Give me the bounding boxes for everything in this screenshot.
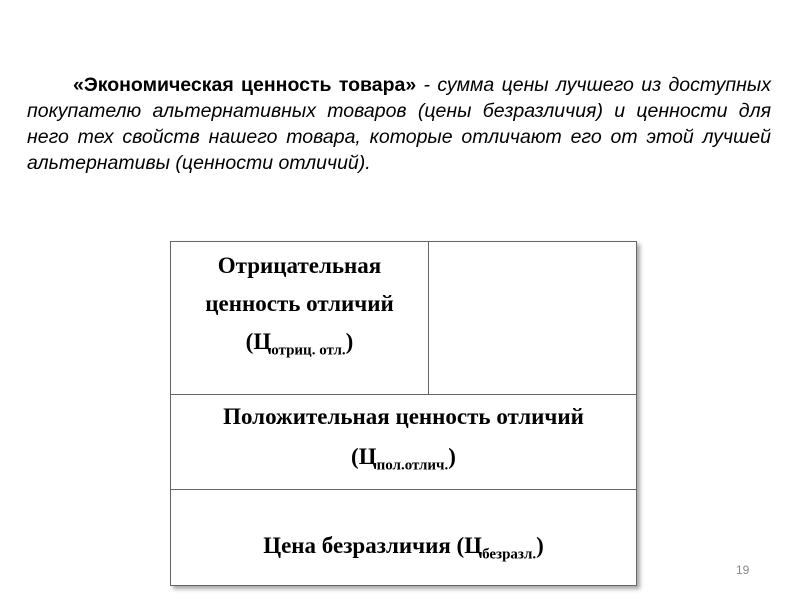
positive-value-label: Положительная ценность отличий (Ц: [223, 404, 584, 469]
positive-value-subscript: пол.отлич.: [376, 457, 449, 474]
negative-value-cell: [171, 242, 429, 394]
indifference-price-subscript: безразл.: [482, 546, 537, 563]
page-number: 19: [736, 563, 750, 577]
value-table: [170, 241, 637, 586]
table-row-indifference: [171, 490, 636, 585]
positive-value-close: ): [448, 444, 456, 469]
definition-paragraph: [27, 72, 771, 176]
term-title: «Экономическая ценность товара»: [73, 74, 417, 96]
negative-value-label: Отрицательная ценность отличий (Ц: [205, 253, 394, 354]
indifference-price-close: ): [536, 533, 544, 558]
indifference-price-label: Цена безразличия (Ц: [263, 533, 483, 558]
table-row-negative: [171, 242, 636, 395]
negative-value-close: ): [345, 329, 354, 354]
empty-cell: [429, 242, 636, 394]
negative-value-subscript: отриц. отл.: [271, 342, 346, 359]
table-row-positive: [171, 395, 636, 490]
definition-text: - сумма цены лучшего из доступных покупателю альтернативных товаров (цены безразличия) и ценности для него тех свойств нашего товара, которые отличают его от этой лучшей альтернативы (ценности отличий).: [27, 74, 771, 174]
